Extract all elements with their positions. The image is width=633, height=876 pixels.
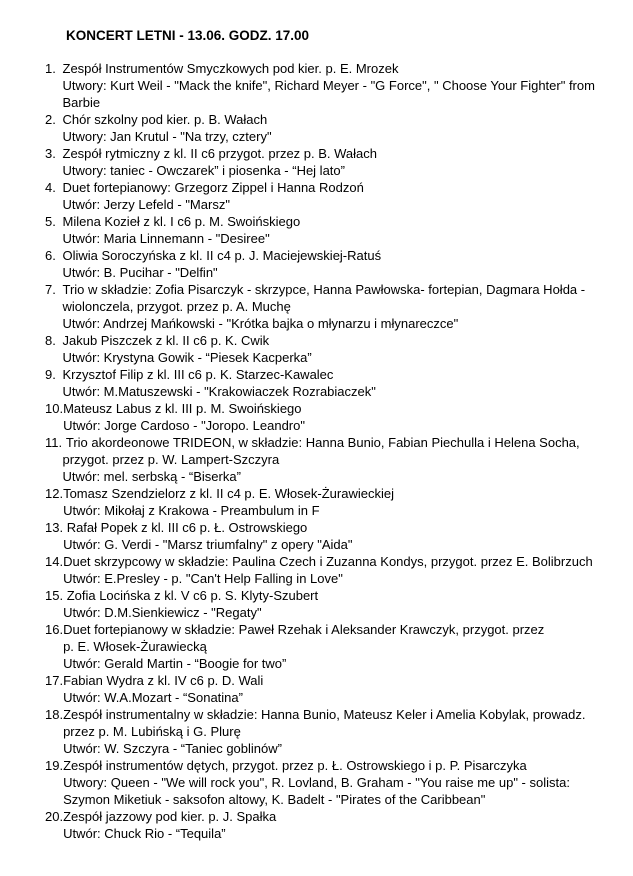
list-item-lines	[63, 587, 627, 621]
list-item-line: Utwory: Queen - "We will rock you", R. Lovland, B. Graham - "You raise me up" - solista:	[63, 775, 570, 790]
list-item-number: 7.	[45, 282, 56, 297]
list-item-line: Duet fortepianowy w składzie: Paweł Rzehak i Aleksander Krawczyk, przygot. przez	[63, 622, 545, 637]
list-item-number: 1.	[45, 61, 56, 76]
list-item-lines	[63, 179, 628, 213]
list-item-line: Barbie	[62, 95, 101, 110]
list-item-line: Zespół instrumentalny w składzie: Hanna Bunio, Mateusz Keler i Amelia Kobylak, prowadz.	[63, 707, 586, 722]
list-item-line: przez p. M. Lubińską i G. Plurę	[63, 724, 241, 739]
list-item-number: 16.	[45, 622, 64, 637]
list-item-lines	[63, 485, 627, 519]
program-item	[45, 247, 627, 281]
list-item-line: Utwór: M.Matuszewski - "Krakowiaczek Rozrabiaczek"	[62, 384, 376, 399]
list-item-number: 14.	[45, 554, 64, 569]
list-item-number: 5.	[45, 214, 56, 229]
list-item-line: Utwór: Andrzej Mańkowski - "Krótka bajka o młynarzu i młynareczce"	[62, 316, 459, 331]
list-item-line: Utwór: Krystyna Gowik - “Piesek Kacperka”	[62, 350, 312, 365]
list-item-line: Utwór: Mikołaj z Krakowa - Preambulum in F	[63, 503, 320, 518]
list-item-number: 4.	[45, 180, 56, 195]
list-item-line: Utwór: Maria Linnemann - "Desiree"	[62, 231, 270, 246]
list-item-lines	[63, 332, 628, 366]
list-item-number: 12.	[45, 486, 64, 501]
list-item-line: Utwory: Kurt Weil - "Mack the knife", Richard Meyer - "G Force", " Choose Your Fighter" from	[62, 78, 595, 93]
list-item-line: Utwór: D.M.Sienkiewicz - "Regaty"	[63, 605, 262, 620]
list-item-lines	[63, 672, 627, 706]
list-item-line: Utwór: B. Pucihar - "Delfin"	[62, 265, 218, 280]
list-item-lines	[63, 247, 628, 281]
list-item-line: p. E. Włosek-Żurawiecką	[63, 639, 207, 654]
list-item-lines	[63, 213, 628, 247]
list-item-line: wiolonczela, przygot. przez p. A. Muchę	[62, 299, 291, 314]
list-item-line: przygot. przez p. W. Lampert-Szczyra	[62, 452, 280, 467]
list-item-line: Utwór: Chuck Rio - “Tequila”	[63, 826, 226, 841]
program-item	[45, 111, 627, 145]
list-item-lines	[63, 553, 627, 587]
list-item-line: Tomasz Szendzielorz z kl. II c4 p. E. Włosek-Żurawieckiej	[63, 486, 394, 501]
program-item	[45, 706, 627, 757]
list-item-line: Zespół rytmiczny z kl. II c6 przygot. przez p. B. Wałach	[62, 146, 378, 161]
program-item	[45, 400, 627, 434]
list-item-number: 2.	[45, 112, 56, 127]
list-item-number: 13.	[45, 520, 64, 535]
program-item	[45, 553, 627, 587]
program-item	[45, 757, 627, 808]
program-item	[45, 808, 627, 842]
list-item-lines	[63, 111, 628, 145]
list-item-lines	[63, 757, 627, 808]
list-item-line: Utwór: Jerzy Lefeld - "Marsz"	[62, 197, 230, 212]
list-item-line: Utwory: taniec - Owczarek” i piosenka - “Hej lato”	[62, 163, 345, 178]
list-item-line: Szymon Miketiuk - saksofon altowy, K. Badelt - "Pirates of the Caribbean"	[63, 792, 486, 807]
list-item-line: Utwór: Jorge Cardoso - "Joropo. Leandro"	[63, 418, 305, 433]
list-item-line: Utwór: Gerald Martin - “Boogie for two”	[63, 656, 287, 671]
program-item	[45, 587, 627, 621]
list-item-line: Jakub Piszczek z kl. II c6 p. K. Cwik	[62, 333, 270, 348]
list-item-line: Duet fortepianowy: Grzegorz Zippel i Hanna Rodzoń	[62, 180, 364, 195]
list-item-number: 19.	[45, 758, 64, 773]
list-item-line: Zofia Locińska z kl. V c6 p. S. Klyty-Szubert	[63, 588, 319, 603]
list-item-lines	[63, 519, 627, 553]
list-item-line: Zespół Instrumentów Smyczkowych pod kier. p. E. Mrozek	[62, 61, 399, 76]
list-item-lines	[63, 706, 627, 757]
list-item-number: 11.	[45, 435, 63, 450]
program-item	[45, 519, 627, 553]
list-item-line: Utwory: Jan Krutul - "Na trzy, cztery"	[62, 129, 272, 144]
list-item-number: 20.	[45, 809, 64, 824]
list-item-line: Duet skrzypcowy w składzie: Paulina Czech i Zuzanna Kondys, przygot. przez E. Bolibrzuch	[63, 554, 593, 569]
list-item-line: Utwór: E.Presley - p. "Can't Help Falling in Love"	[63, 571, 343, 586]
list-item-number: 10.	[45, 401, 64, 416]
program-item	[45, 213, 627, 247]
list-item-number: 15.	[45, 588, 64, 603]
list-item-line: Rafał Popek z kl. III c6 p. Ł. Ostrowskiego	[63, 520, 308, 535]
list-item-number: 17.	[45, 673, 64, 688]
list-item-line: Trio akordeonowe TRIDEON, w składzie: Hanna Bunio, Fabian Piechulla i Helena Socha,	[62, 435, 580, 450]
program-item	[45, 281, 627, 332]
list-item-lines	[63, 281, 628, 332]
list-item-line: Oliwia Soroczyńska z kl. II c4 p. J. Maciejewskiej-Ratuś	[62, 248, 382, 263]
program-item	[45, 672, 627, 706]
list-item-lines	[63, 621, 627, 672]
list-item-line: Krzysztof Filip z kl. III c6 p. K. Starzec-Kawalec	[62, 367, 334, 382]
list-item-lines	[63, 366, 628, 400]
list-item-line: Utwór: W. Szczyra - “Taniec goblinów”	[63, 741, 282, 756]
list-item-line: Zespół instrumentów dętych, przygot. przez p. Ł. Ostrowskiego i p. P. Pisarczyka	[63, 758, 527, 773]
program-item	[45, 332, 627, 366]
list-item-line: Zespół jazzowy pod kier. p. J. Spałka	[63, 809, 277, 824]
list-item-lines	[63, 434, 628, 485]
program-item	[45, 485, 627, 519]
program-item	[45, 434, 627, 485]
list-item-lines	[63, 400, 627, 434]
program-item	[45, 621, 627, 672]
list-item-line: Milena Kozieł z kl. I c6 p. M. Swoińskiego	[62, 214, 301, 229]
list-item-line: Trio w składzie: Zofia Pisarczyk - skrzypce, Hanna Pawłowska- fortepian, Dagmara Hołda -	[62, 282, 586, 297]
list-item-number: 8.	[45, 333, 56, 348]
program-list	[45, 60, 627, 842]
list-item-number: 6.	[45, 248, 56, 263]
program-item	[45, 145, 627, 179]
page-title: KONCERT LETNI - 13.06. GODZ. 17.00	[66, 28, 310, 43]
program-item	[45, 366, 627, 400]
list-item-lines	[63, 60, 628, 111]
program-item	[45, 179, 627, 213]
list-item-line: Mateusz Labus z kl. III p. M. Swoińskiego	[63, 401, 302, 416]
list-item-lines	[63, 145, 628, 179]
list-item-number: 9.	[45, 367, 56, 382]
list-item-number: 3.	[45, 146, 56, 161]
list-item-lines	[63, 808, 627, 842]
list-item-line: Chór szkolny pod kier. p. B. Wałach	[62, 112, 268, 127]
list-item-line: Fabian Wydra z kl. IV c6 p. D. Wali	[63, 673, 264, 688]
list-item-line: Utwór: mel. serbską - “Biserka”	[62, 469, 241, 484]
program-item	[45, 60, 627, 111]
list-item-line: Utwór: G. Verdi - "Marsz triumfalny" z opery "Aida"	[63, 537, 353, 552]
list-item-line: Utwór: W.A.Mozart - “Sonatina”	[63, 690, 243, 705]
list-item-number: 18.	[45, 707, 64, 722]
